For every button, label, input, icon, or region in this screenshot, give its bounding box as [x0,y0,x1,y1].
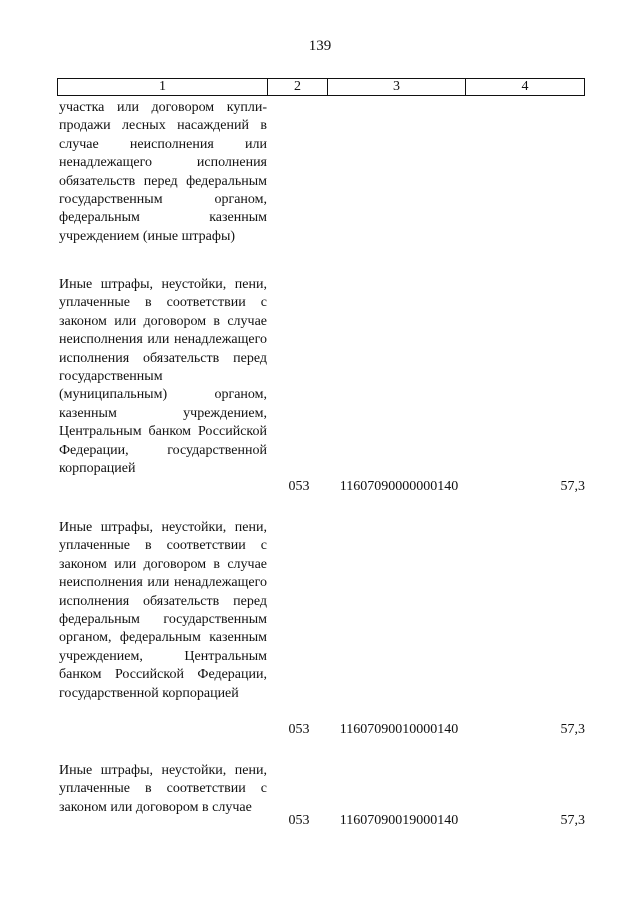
row-admin-code: 053 [288,722,310,737]
table-header [57,78,585,96]
row-description: Иные штрафы, неустойки, пени, уплаченные в соответствии с законом или договором в случае [59,763,267,815]
column-header-2: 2 [268,79,328,95]
column-header-3: 3 [328,79,466,95]
row-description: Иные штрафы, неустойки, пени, уплаченные в соответствии с законом или договором в случае неисполнения или ненадлежащего исполнения обязательств перед государственным (муниципальным) органом, казенным учреждением, Центральным банком Российской Федерации, государственной корпорацией [59,277,267,477]
row-amount: 57,3 [560,813,585,828]
row-amount: 57,3 [560,722,585,737]
column-header-4: 4 [521,79,529,94]
page-number: 139 [308,38,332,54]
row-kbk-code: 11607090019000140 [339,813,459,828]
continuation-text: участка или договором купли-продажи лесных насаждений в случае неисполнения или ненадлежащего исполнения обязательств перед федеральным государственным органом, федеральным казенным учреждением (иные штрафы) [59,100,267,244]
row-admin-code: 053 [288,813,310,828]
row-admin-code: 053 [288,479,310,494]
row-amount: 57,3 [560,479,585,494]
row-kbk-code: 11607090010000140 [339,722,459,737]
row-kbk-code: 11607090000000140 [339,479,459,494]
row-description: Иные штрафы, неустойки, пени, уплаченные в соответствии с законом или договором в случае неисполнения или ненадлежащего исполнения обязательств перед федеральным государственным органом, федеральным казенным учреждением, Центральным банком Российской Федерации, государственной корпорацией [59,520,267,701]
column-header-1: 1 [58,79,268,95]
